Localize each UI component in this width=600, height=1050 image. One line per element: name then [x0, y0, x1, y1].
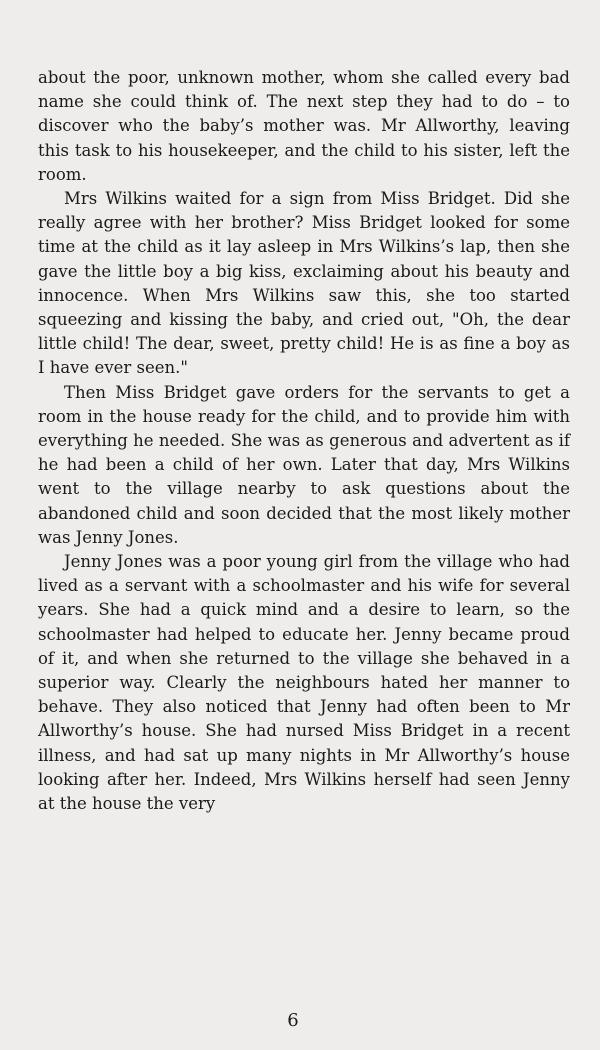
paragraph-2: Mrs Wilkins waited for a sign from Miss Bridget. Did she really agree with her brother? Miss Bridget looked for some time at the child as it lay asleep in Mrs Wilkins’s lap, then she gave the little boy a big kiss, exclaiming about his beauty and innocence. When Mrs Wilkins saw this, she too started squeezing and kissing the baby, and cried out, "Oh, the dear little child! The dear, sweet, pretty child! He is as fine a boy as I have ever seen.": [38, 189, 570, 378]
page-body: [38, 66, 570, 816]
page-number: 6: [287, 1010, 299, 1031]
paragraph-3: Then Miss Bridget gave orders for the servants to get a room in the house ready for the child, and to provide him with everything he needed. She was as generous and advertent as if he had been a child of her own. Later that day, Mrs Wilkins went to the village nearby to ask questions about the abandoned child and soon decided that the most likely mother was Jenny Jones.: [38, 382, 570, 547]
paragraph-4: Jenny Jones was a poor young girl from the village who had lived as a servant with a schoolmaster and his wife for several years. She had a quick mind and a desire to learn, so the schoolmaster had helped to educate her. Jenny became proud of it, and when she returned to the village she behaved in a superior way. Clearly the neighbours hated her manner to behave. They also noticed that Jenny had often been to Mr Allworthy’s house. She had nursed Miss Bridget in a recent illness, and had sat up many nights in Mr Allworthy’s house looking after her. Indeed, Mrs Wilkins herself had seen Jenny at the house the very: [38, 552, 570, 814]
paragraph-1: about the poor, unknown mother, whom she called every bad name she could think of. The next step they had to do – to discover who the baby’s mother was. Mr Allworthy, leaving this task to his housekeeper, and the child to his sister, left the room.: [38, 68, 570, 184]
